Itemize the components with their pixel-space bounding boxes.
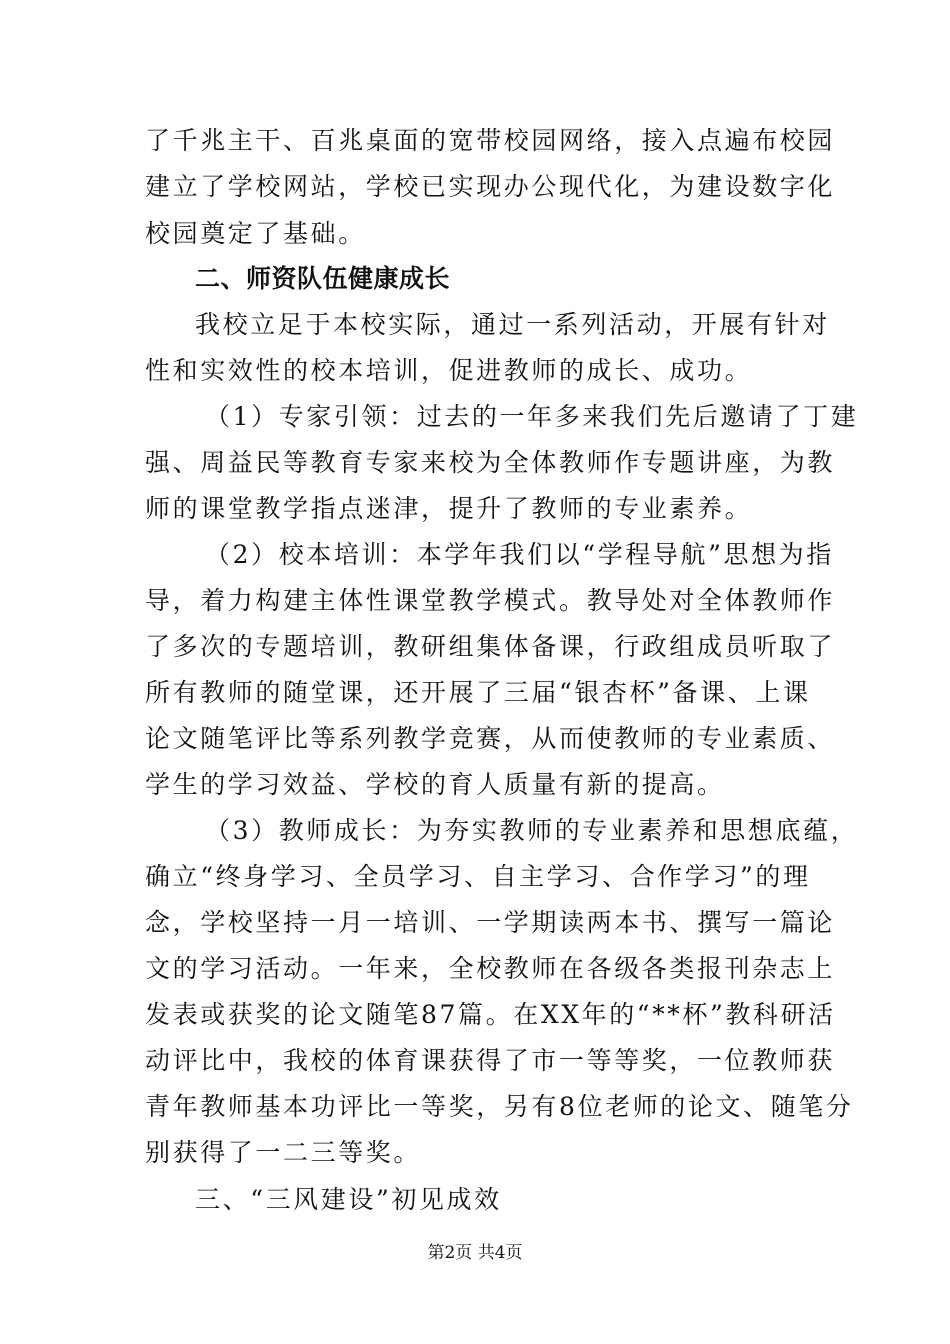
page-footer: 第2页 共4页 — [427, 1243, 523, 1263]
text-line: 师的课堂教学指点迷津，提升了教师的专业素养。 — [145, 494, 753, 523]
text-line: 我校立足于本校实际，通过一系列活动，开展有针对 — [195, 310, 830, 339]
text-line: 学生的学习效益、学校的育人质量有新的提高。 — [145, 770, 725, 799]
text-line: 了多次的专题培训，教研组集体备课，行政组成员听取了 — [145, 632, 836, 661]
text-line: 校园奠定了基础。 — [145, 219, 366, 248]
text-line: 所有教师的随堂课，还开展了三届“银杏杯”备课、上课 — [145, 678, 811, 707]
text-line: 建立了学校网站，学校已实现办公现代化，为建设数字化 — [145, 172, 836, 201]
text-line: 了千兆主干、百兆桌面的宽带校园网络，接入点遍布校园 — [145, 126, 836, 155]
text-line: 强、周益民等教育专家来校为全体教师作专题讲座，为教 — [145, 448, 836, 477]
text-line: 确立“终身学习、全员学习、自主学习、合作学习”的理 — [145, 862, 811, 891]
section-heading: 三、“三风建设”初见成效 — [195, 1185, 502, 1214]
text-line: 别获得了一二三等奖。 — [145, 1138, 422, 1167]
text-line: 导，着力构建主体性课堂教学模式。教导处对全体教师作 — [145, 586, 836, 615]
section-heading: 二、师资队伍健康成长 — [195, 264, 451, 293]
text-line: （1）专家引领：过去的一年多来我们先后邀请了丁建 — [205, 402, 859, 431]
text-line: （2）校本培训：本学年我们以“学程导航”思想为指 — [205, 540, 834, 569]
text-line: 发表或获奖的论文随笔87篇。在XX年的“**杯”教科研活 — [145, 1000, 836, 1029]
text-line: 文的学习活动。一年来，全校教师在各级各类报刊杂志上 — [145, 954, 836, 983]
text-line: 论文随笔评比等系列教学竞赛，从而使教师的专业素质、 — [145, 724, 836, 753]
text-line: （3）教师成长：为夯实教师的专业素养和思想底蕴， — [205, 816, 859, 845]
text-line: 念，学校坚持一月一培训、一学期读两本书、撰写一篇论 — [145, 908, 836, 937]
text-line: 性和实效性的校本培训，促进教师的成长、成功。 — [145, 356, 753, 385]
text-line: 动评比中，我校的体育课获得了市一等等奖，一位教师获 — [145, 1046, 836, 1075]
text-line: 青年教师基本功评比一等奖，另有8位老师的论文、随笔分 — [145, 1092, 854, 1121]
